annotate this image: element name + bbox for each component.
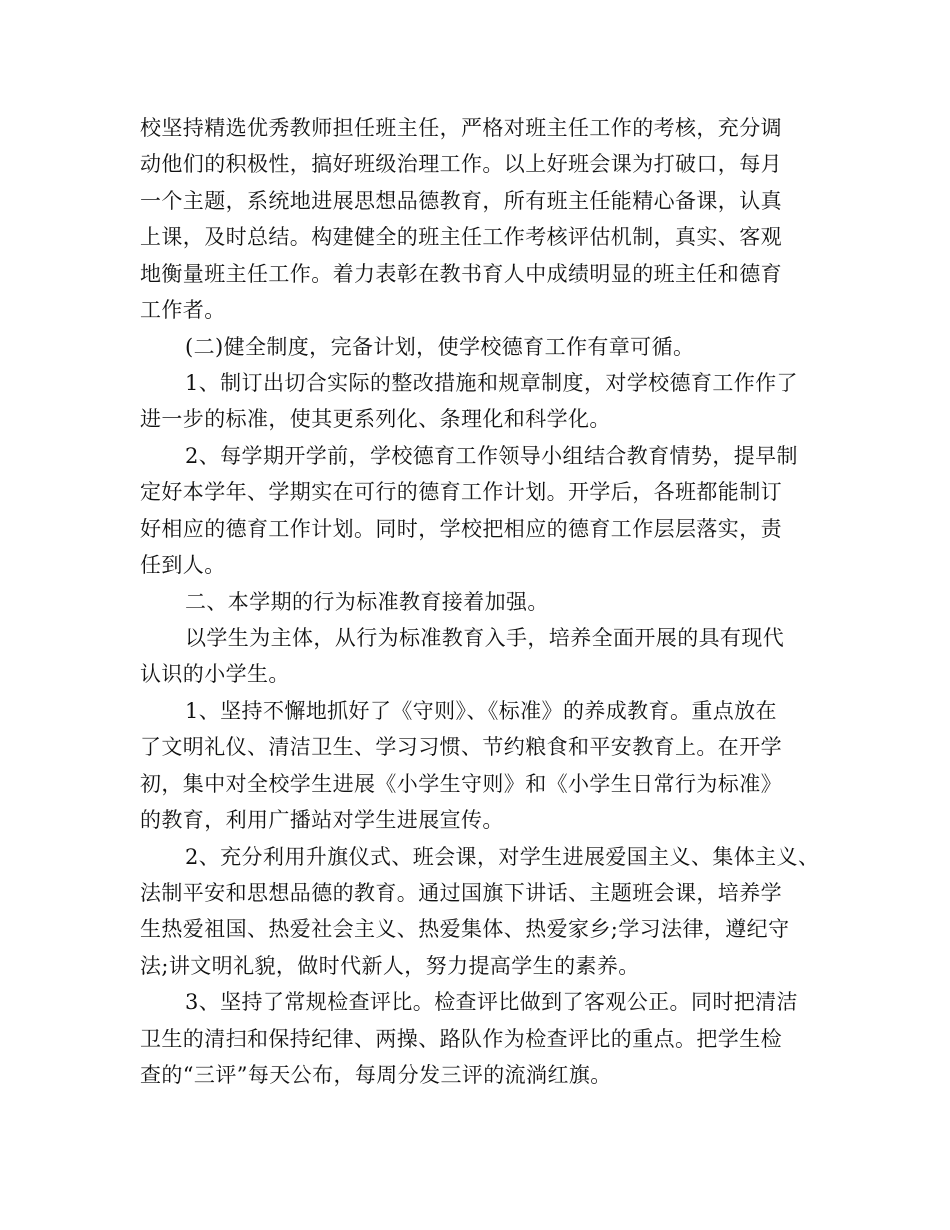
text-line: 初，集中对全校学生进展《小学生守则》和《小学生日常行为标准》	[140, 772, 782, 796]
text-line: 2、充分利用升旗仪式、班会课，对学生进展爱国主义、集体主义、	[185, 845, 820, 869]
text-line: 进一步的标准，使其更系列化、条理化和科学化。	[140, 407, 611, 431]
text-line: 认识的小学生。	[140, 662, 290, 686]
text-line: 1、制订出切合实际的整改措施和规章制度，对学校德育工作作了	[185, 371, 798, 395]
text-line: 好相应的德育工作计划。同时，学校把相应的德育工作层层落实，责	[140, 517, 782, 541]
text-line: 地衡量班主任工作。着力表彰在教书育人中成绩明显的班主任和德育	[140, 262, 782, 286]
text-line: 2、每学期开学前，学校德育工作领导小组结合教育情势，提早制	[185, 444, 798, 468]
text-line: 以学生为主体，从行为标准教育入手，培养全面开展的具有现代	[185, 626, 785, 650]
text-line: 任到人。	[140, 553, 226, 577]
text-line: 法制平安和思想品德的教育。通过国旗下讲话、主题班会课，培养学	[140, 881, 782, 905]
text-line: 查的“三评”每天公布，每周分发三评的流淌红旗。	[140, 1063, 612, 1087]
text-line: 法;讲文明礼貌，做时代新人，努力提高学生的素养。	[140, 954, 640, 978]
text-line: 定好本学年、学期实在可行的德育工作计划。开学后，各班都能制订	[140, 480, 782, 504]
text-line: 1、坚持不懈地抓好了《守则》、《标准》的养成教育。重点放在	[185, 699, 777, 723]
text-line: 动他们的积极性，搞好班级治理工作。以上好班会课为打破口，每月	[140, 152, 782, 176]
text-line: 校坚持精选优秀教师担任班主任，严格对班主任工作的考核，充分调	[140, 116, 782, 140]
text-line: 了文明礼仪、清洁卫生、学习习惯、节约粮食和平安教育上。在开学	[140, 735, 782, 759]
text-line: 3、坚持了常规检查评比。检查评比做到了客观公正。同时把清洁	[185, 990, 798, 1014]
text-line: 工作者。	[140, 298, 226, 322]
section-heading: (二)健全制度，完备计划，使学校德育工作有章可循。	[185, 335, 695, 359]
text-line: 上课，及时总结。构建健全的班主任工作考核评估机制，真实、客观	[140, 225, 782, 249]
section-heading: 二、本学期的行为标准教育接着加强。	[185, 590, 549, 614]
text-line: 卫生的清扫和保持纪律、两操、路队作为检查评比的重点。把学生检	[140, 1027, 782, 1051]
text-line: 一个主题，系统地进展思想品德教育，所有班主任能精心备课，认真	[140, 189, 782, 213]
text-line: 生热爱祖国、热爱社会主义、热爱集体、热爱家乡;学习法律，遵纪守	[140, 917, 790, 941]
text-line: 的教育，利用广播站对学生进展宣传。	[140, 808, 504, 832]
